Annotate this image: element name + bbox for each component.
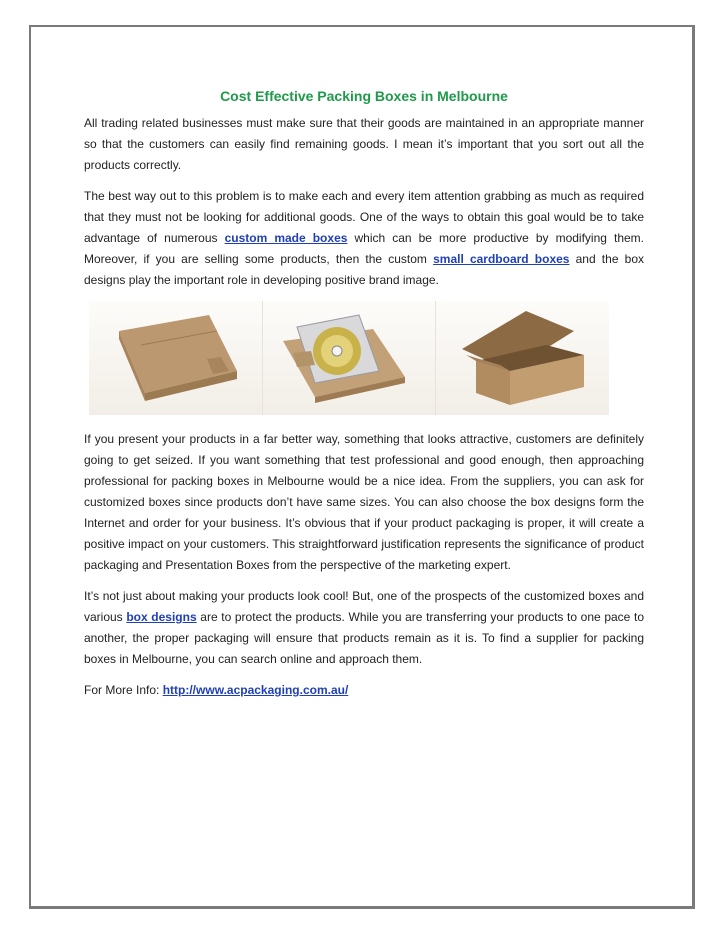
document-title: Cost Effective Packing Boxes in Melbourne: [220, 88, 508, 104]
paragraph-intro-text: All trading related businesses must make sure that their goods are maintained in an appropriate manner so that the customers can easily find remaining goods. I mean it’s important that you sort out all the products correctly.: [84, 116, 644, 172]
acpackaging-website-link[interactable]: http://www.acpackaging.com.au/: [162, 683, 349, 697]
paragraph-text: are to protect the products. While you are transferring your products to one pace to another, the proper packaging will ensure that products remain as it is. To find a supplier for packing boxes in Melbourne, you can search online and approach them.: [84, 610, 644, 666]
paragraph-text: and the box designs play the important role in developing positive brand image.: [84, 252, 644, 287]
product-photo-strip: [89, 301, 609, 415]
cd-in-cardboard-sleeve-icon: [263, 301, 436, 415]
paragraph-text: It’s not just about making your products look cool! But, one of the prospects of the customized boxes and various: [84, 589, 644, 624]
open-box-photo: [436, 301, 609, 415]
more-info-line: [84, 680, 644, 701]
cd-sleeve-photo: [263, 301, 437, 415]
flat-box-photo: [89, 301, 263, 415]
flat-cardboard-mailer-box-icon: [89, 301, 262, 415]
box-designs-link[interactable]: box designs: [126, 610, 197, 624]
paragraph-text: which can be more productive by modifying them. Moreover, if you are selling some products, then the custom: [84, 231, 645, 266]
document-content: [84, 86, 644, 711]
more-info-label: For More Info:: [84, 683, 163, 697]
custom-made-boxes-link[interactable]: custom made boxes: [224, 231, 348, 245]
paragraph-present-text: If you present your products in a far better way, something that looks attractive, customers are definitely going to get seized. If you want something that test professional and good enough, then approaching professional for packing boxes in Melbourne would be a nice idea. From the suppliers, you can ask for customized boxes since products don’t have same sizes. You can also choose the box designs form the Internet and order for your business. It’s obvious that if your product packaging is proper, it will create a positive impact on your customers. This straightforward justification represents the significance of product packaging and Presentation Boxes from the perspective of the marketing expert.: [84, 432, 644, 572]
paragraph-best-way: [84, 186, 644, 291]
paragraph-present: [84, 429, 644, 576]
paragraph-intro: [84, 113, 644, 176]
small-cardboard-boxes-link[interactable]: small cardboard boxes: [433, 252, 570, 266]
paragraph-protect: [84, 586, 644, 670]
paragraph-text: The best way out to this problem is to make each and every item attention grabbing as much as required that they must not be looking for additional goods. One of the ways to obtain this goal would be to take advantage of numerous: [84, 189, 644, 245]
open-cardboard-shipping-box-icon: [436, 301, 609, 415]
